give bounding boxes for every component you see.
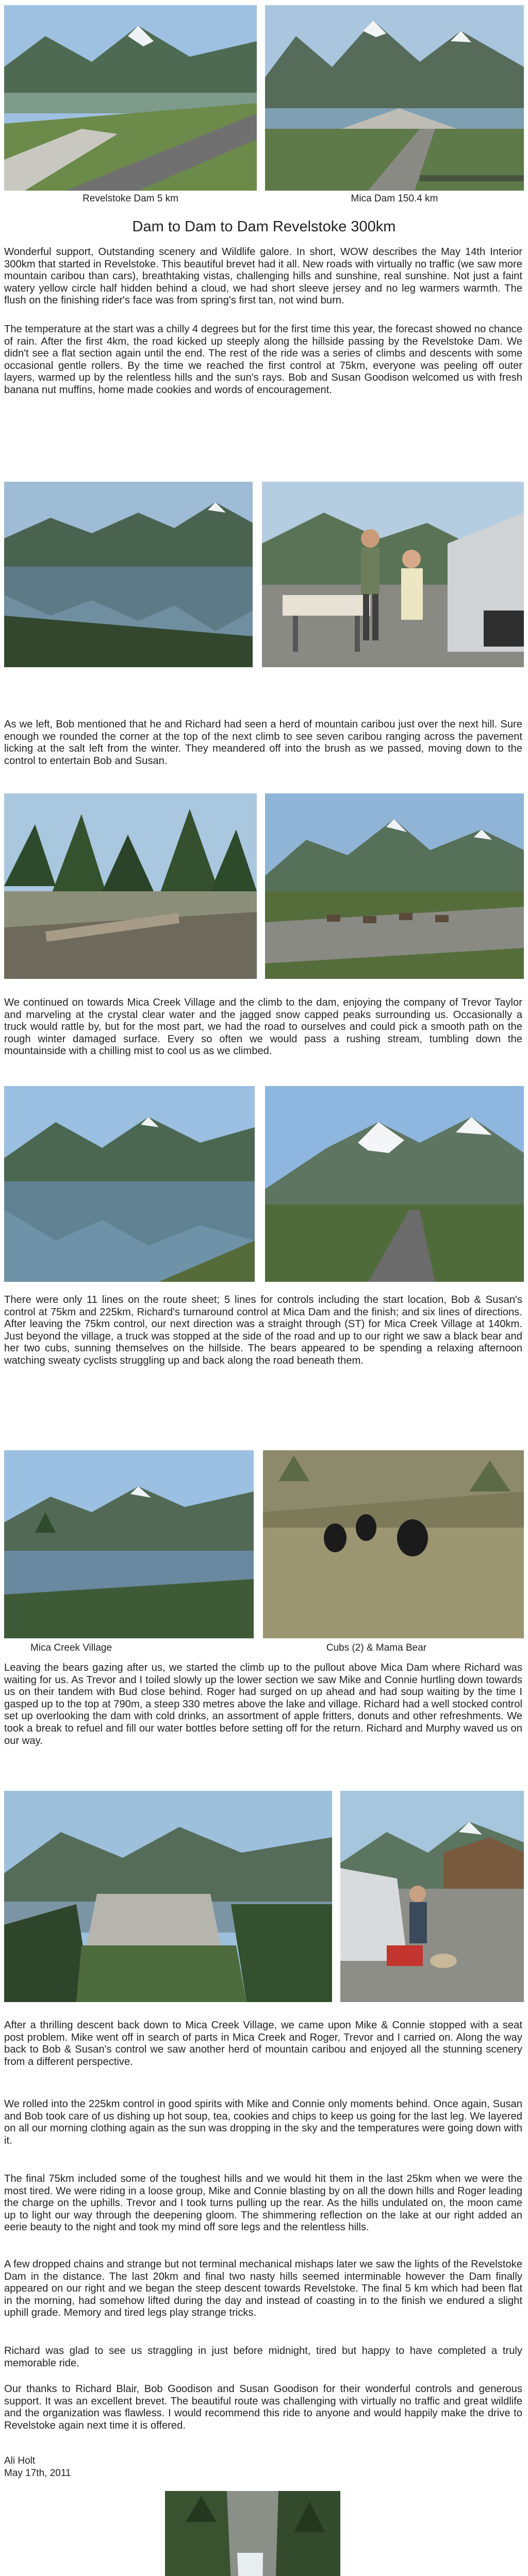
author-name: Ali Holt — [4, 2455, 36, 2466]
signature — [4, 2455, 71, 2480]
photo-roadside-forest — [4, 793, 257, 979]
photo-rushing-stream — [165, 2491, 340, 2576]
photo-dam-control-stop — [340, 1791, 524, 2002]
photo-caribou-road — [265, 793, 524, 979]
photo-mica-dam-overlook — [4, 1791, 332, 2002]
paragraph-4: We continued on towards Mica Creek Village and the climb to the dam, enjoying the company of Trevor Taylor and marveling at the crystal clear water and the jagged snow capped peaks surrounding us. Occasionally a truck would rattle by, but for the most part, we had the road to ourselves and could pick a smooth path on the rough winter damaged surface. Every so often we would pass a rushing stream, tumbling down the mountainside with a chilling mist to cool us as we climbed. — [4, 997, 522, 1057]
paragraph-6: Leaving the bears gazing after us, we started the climb up to the pullout above Mica Dam where Richard was waiting for us. As Trevor and I toiled slowly up the lower section we saw Mike and Connie hurtling down towards us on their tandem with Bud close behind. Roger had surged on up ahead and had soup waiting by the time I gasped up to the top at 790m, a steep 330 metres above the lake and village. Richard had a well stocked control set up overlooking the dam with cold drinks, an assortment of apple fritters, donuts and other refreshments. We took a break to refuel and fill our water bottles before setting off for the return. Richard and Murphy waved us on our way. — [4, 1662, 522, 1747]
caption-revelstoke-dam: Revelstoke Dam 5 km — [82, 193, 178, 204]
signature-date: May 17th, 2011 — [4, 2468, 71, 2479]
caption-mica-dam: Mica Dam 150.4 km — [351, 193, 438, 204]
page-title: Dam to Dam to Dam Revelstoke 300km — [132, 218, 396, 235]
photo-mica-dam — [265, 5, 524, 191]
photo-control-volunteers — [262, 482, 524, 667]
paragraph-2: The temperature at the start was a chilly 4 degrees but for the first time this year, the forecast showed no chance of rain. After the first 4km, the road kicked up steeply along the hillside passing by the Revelstoke Dam. We didn't see a flat section again until the end. The rest of the ride was a series of climbs and descents with some occasional gentle rollers. By the time we reached the first control at 75km, everyone was peeling off outer layers, warmed up by the relentless hills and the sun's rays. Bob and Susan Goodison welcomed us with fresh banana nut muffins, home made cookies and words of encouragement. — [4, 324, 522, 396]
photo-revelstoke-dam-road — [4, 5, 257, 191]
paragraph-9: The final 75km included some of the toughest hills and we would hit them in the last 25km when we were the most tired. We were riding in a loose group, Mike and Connie blasting by on all the down hills and Roger leading the charge on the uphills. Trevor and I took turns pulling up the rear. As the hills undulated on, the moon came up to light our way through the deepening gloom. The shimmering reflection on the lake at our right added an eerie beauty to the night and took my mind off sore legs and the relentless hills. — [4, 2173, 522, 2233]
paragraph-3: As we left, Bob mentioned that he and Richard had seen a herd of mountain caribou just over the next hill. Sure enough we rounded the corner at the top of the next climb to see seven caribou ranging across the pavement licking at the salt left from the winter. They meandered off into the brush as we passed, moving down to the control to entertain Bob and Susan. — [4, 719, 522, 767]
photo-bear-and-cubs — [263, 1450, 524, 1638]
paragraph-12: Our thanks to Richard Blair, Bob Goodison and Susan Goodison for their wonderful controls and generous support. It was an excellent brevet. The beautiful route was challenging with virtually no traffic and great wildlife and the organization was flawless. I would recommend this ride to anyone and would happily make the drive to Revelstoke again next time it is offered. — [4, 2383, 522, 2431]
paragraph-11: Richard was glad to see us straggling in just before midnight, tired but happy to have completed a truly memorable ride. — [4, 2345, 522, 2369]
photo-kinbasket-lake — [4, 1086, 255, 1282]
caption-cubs: Cubs (2) & Mama Bear — [326, 1642, 427, 1653]
paragraph-10: A few dropped chains and strange but not terminal mechanical mishaps later we saw the lights of the Revelstoke Dam in the distance. The last 20km and final two nasty hills seemed interminable however the Dam finally appeared on our right and we began the steep descent towards Revelstoke. The final 5 km which had been flat in the morning, had somehow lifted during the day and instead of coasting in to the finish we endured a slight uphill grade. Memory and tired legs play strange tricks. — [4, 2259, 522, 2319]
paragraph-5: There were only 11 lines on the route sheet; 5 lines for controls including the start location, Bob & Susan's control at 75km and 225km, Richard's turnaround control at Mica Dam and the finish; and six lines of directions. After leaving the 75km control, our next direction was a straight through (ST) for Mica Creek Village at 140km. Just beyond the village, a truck was stopped at the side of the road and up to our right we saw a black bear and her two cubs, sunning themselves on the hillside. The bears appeared to be spending a relaxing afternoon watching sweaty cyclists struggling up and back along the road beneath them. — [4, 1294, 522, 1366]
photo-lake-reflection — [4, 482, 253, 667]
paragraph-7: After a thrilling descent back down to Mica Creek Village, we came upon Mike & Connie stopped with a seat post problem. Mike went off in search of parts in Mica Creek and Roger, Trevor and I carried on. Along the way back to Bob & Susan's control we saw another herd of mountain caribou and enjoyed all the stunning scenery from a different perspective. — [4, 2020, 522, 2067]
photo-snowy-peaks-road — [265, 1086, 524, 1282]
caption-mica-creek: Mica Creek Village — [30, 1642, 112, 1653]
photo-mica-creek-village — [4, 1450, 254, 1638]
paragraph-8: We rolled into the 225km control in good spirits with Mike and Connie only moments behind. Once again, Susan and Bob took care of us dishing up hot soup, tea, cookies and chips to keep us going for the last leg. We layered on all our morning clothing again as the sun was dropping in the sky and the temperatures were going down with it. — [4, 2098, 522, 2146]
paragraph-1: Wonderful support, Outstanding scenery and Wildlife galore. In short, WOW describes the May 14th Interior 300km that started in Revelstoke. This beautiful brevet had it all. New roads with virtually no traffic (we saw more mountain caribou than cars), breathtaking vistas, challenging hills and sunshine, real sunshine. Not just a faint watery yellow circle half hidden behind a cloud, we had short sleeve jersey and no leg warmers warmth. The flush on the finishing rider's face was from spring's first tan, not wind burn. — [4, 246, 522, 307]
